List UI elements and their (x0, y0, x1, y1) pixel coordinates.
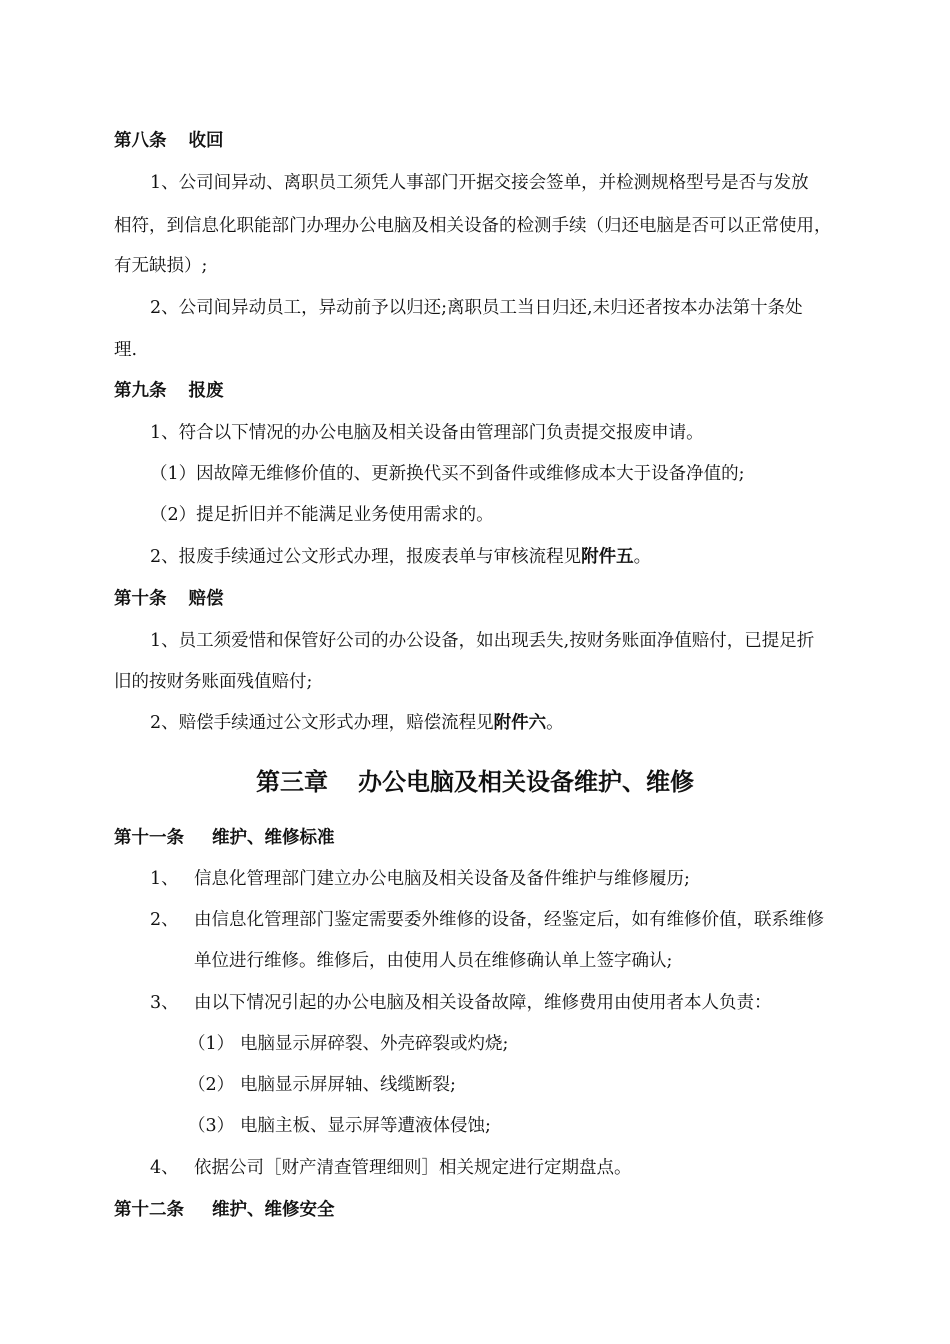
article-11-subitem-1-text: 电脑显示屏碎裂、外壳碎裂或灼烧; (240, 1034, 509, 1054)
article-8-title: 收回 (188, 131, 224, 151)
article-9-paragraph-2-end: 。 (633, 547, 652, 567)
article-11-number: 第十一条 (114, 828, 184, 848)
chapter-3-name: 办公电脑及相关设备维护、维修 (358, 768, 694, 796)
article-12-heading (114, 1197, 335, 1223)
article-11-subitem-1-number: （1） (188, 1034, 235, 1054)
article-9-subitem-1: （1）因故障无维修价值的、更新换代买不到备件或维修成本大于设备净值的; (150, 464, 745, 484)
article-9-paragraph-1: 1、符合以下情况的办公电脑及相关设备由管理部门负责提交报废申请。 (150, 423, 704, 443)
article-10-paragraph-1-line-2: 旧的按财务账面残值赔付; (114, 672, 313, 692)
article-8-paragraph-2-line-1: 2、公司间异动员工，异动前予以归还;离职员工当日归还,未归还者按本办法第十条处 (150, 298, 803, 318)
attachment-6-reference: 附件六 (493, 713, 547, 733)
chapter-3-title (0, 766, 950, 798)
article-10-number: 第十条 (114, 589, 167, 609)
article-9-paragraph-2-text: 2、报废手续通过公文形式办理，报废表单与审核流程见 (150, 547, 582, 567)
article-11-subitem-2-number: （2） (188, 1075, 235, 1095)
article-12-title: 维护、维修安全 (212, 1200, 335, 1220)
article-8-heading (114, 128, 224, 154)
article-11-item-2-text-line-2: 单位进行维修。维修后，由使用人员在维修确认单上签字确认; (194, 951, 673, 971)
article-8-paragraph-2-line-2: 理. (114, 340, 138, 360)
article-11-item-3-text: 由以下情况引起的办公电脑及相关设备故障，维修费用由使用者本人负责： (194, 993, 772, 1013)
article-11-item-4-number: 4、 (150, 1158, 179, 1178)
article-9-paragraph-2 (150, 544, 651, 570)
article-11-heading (114, 825, 335, 851)
article-11-subitem-2-text: 电脑显示屏屏轴、线缆断裂; (240, 1075, 456, 1095)
article-12-number: 第十二条 (114, 1200, 184, 1220)
attachment-5-reference: 附件五 (581, 547, 634, 567)
article-10-paragraph-2-end: 。 (546, 713, 564, 733)
article-9-heading (114, 378, 224, 404)
article-10-title: 赔偿 (188, 589, 224, 609)
article-11-item-2-number: 2、 (150, 910, 179, 930)
article-9-subitem-2: （2）提足折旧并不能满足业务使用需求的。 (150, 505, 494, 525)
article-8-number: 第八条 (114, 131, 167, 151)
article-10-paragraph-2 (150, 710, 564, 736)
article-11-subitem-3-text: 电脑主板、显示屏等遭液体侵蚀; (240, 1116, 491, 1136)
article-11-item-4-text: 依据公司［财产清查管理细则］相关规定进行定期盘点。 (194, 1158, 632, 1178)
chapter-3-number: 第三章 (256, 768, 328, 796)
article-11-item-2-text-line-1: 由信息化管理部门鉴定需要委外维修的设备，经鉴定后，如有维修价值，联系维修 (194, 910, 824, 930)
article-10-paragraph-2-text: 2、赔偿手续通过公文形式办理，赔偿流程见 (150, 713, 494, 733)
article-11-title: 维护、维修标准 (212, 828, 335, 848)
article-11-subitem-3-number: （3） (188, 1116, 235, 1136)
article-10-paragraph-1-line-1: 1、员工须爱惜和保管好公司的办公设备，如出现丢失,按财务账面净值赔付，已提足折 (150, 631, 815, 651)
article-8-paragraph-1-line-2: 相符，到信息化职能部门办理办公电脑及相关设备的检测手续（归还电脑是否可以正常使用， (114, 216, 832, 236)
article-9-title: 报废 (188, 381, 224, 401)
article-11-item-1-text: 信息化管理部门建立办公电脑及相关设备及备件维护与维修履历; (194, 869, 690, 889)
article-8-paragraph-1-line-1: 1、公司间异动、离职员工须凭人事部门开据交接会签单，并检测规格型号是否与发放 (150, 173, 809, 193)
article-11-item-1-number: 1、 (150, 869, 179, 889)
article-9-number: 第九条 (114, 381, 167, 401)
article-8-paragraph-1-line-3: 有无缺损）; (114, 256, 208, 276)
article-10-heading (114, 586, 224, 612)
article-11-item-3-number: 3、 (150, 993, 179, 1013)
